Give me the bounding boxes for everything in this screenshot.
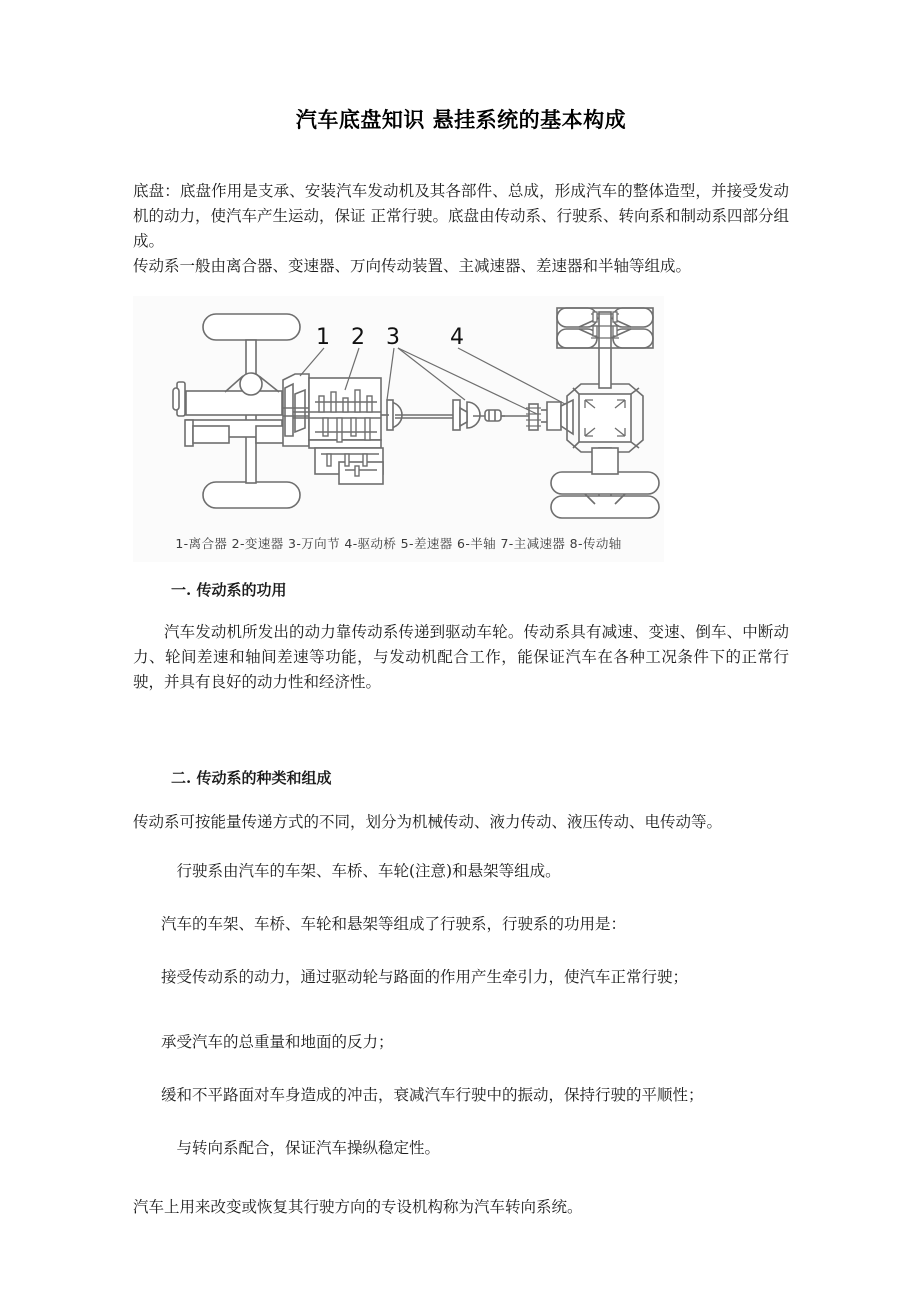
figure-callout-1: 1 bbox=[316, 325, 330, 350]
intro-paragraph-2: 传动系一般由离合器、变速器、万向传动装置、主减速器、差速器和半轴等组成。 bbox=[133, 257, 692, 275]
section-2-paragraph-1: 传动系可按能量传递方式的不同，划分为机械传动、液力传动、液压传动、电传动等。 bbox=[133, 813, 723, 831]
figure-callout-3: 3 bbox=[386, 325, 400, 350]
section-2-paragraph-6: 缓和不平路面对车身造成的冲击，衰减汽车行驶中的振动，保持行驶的平顺性； bbox=[161, 1086, 704, 1104]
page-title: 汽车底盘知识 悬挂系统的基本构成 bbox=[295, 108, 627, 132]
section-heading-2: 二. 传动系的种类和组成 bbox=[171, 769, 332, 787]
section-2-paragraph-5: 承受汽车的总重量和地面的反力； bbox=[161, 1033, 394, 1051]
figure-callout-2: 2 bbox=[351, 325, 365, 350]
intro-section bbox=[133, 179, 789, 279]
section-2-paragraph-2: 行驶系由汽车的车架、车桥、车轮(注意)和悬架等组成。 bbox=[176, 862, 561, 880]
document-content bbox=[133, 0, 789, 1220]
intro-paragraph-1: 底盘：底盘作用是支承、安装汽车发动机及其各部件、总成，形成汽车的整体造型，并接受发动机的动力，使汽车产生运动，保证 正常行驶。底盘由传动系、行驶系、转向系和制动系四部分组成。 bbox=[133, 182, 789, 250]
figure-callout-4: 4 bbox=[450, 325, 464, 350]
section-2-paragraph-4: 接受传动系的动力，通过驱动轮与路面的作用产生牵引力，使汽车正常行驶； bbox=[161, 968, 689, 986]
drivetrain-diagram-icon bbox=[133, 296, 664, 528]
figure-caption: 1-离合器 2-变速器 3-万向节 4-驱动桥 5-差速器 6-半轴 7-主减速器 8-传动轴 bbox=[175, 536, 622, 551]
section-heading-1: 一. 传动系的功用 bbox=[171, 581, 287, 599]
drivetrain-figure bbox=[133, 296, 664, 562]
section-1-paragraph-1: 汽车发动机所发出的动力靠传动系传递到驱动车轮。传动系具有减速、变速、倒车、中断动力、轮间差速和轴间差速等功能，与发动机配合工作，能保证汽车在各种工况条件下的正常行驶，并具有良好的动力性和经济性。 bbox=[133, 623, 789, 691]
section-2-paragraph-8: 汽车上用来改变或恢复其行驶方向的专设机构称为汽车转向系统。 bbox=[133, 1198, 583, 1216]
section-2-paragraph-7: 与转向系配合，保证汽车操纵稳定性。 bbox=[176, 1139, 441, 1157]
section-2-paragraph-3: 汽车的车架、车桥、车轮和悬架等组成了行驶系，行驶系的功用是： bbox=[161, 915, 627, 933]
